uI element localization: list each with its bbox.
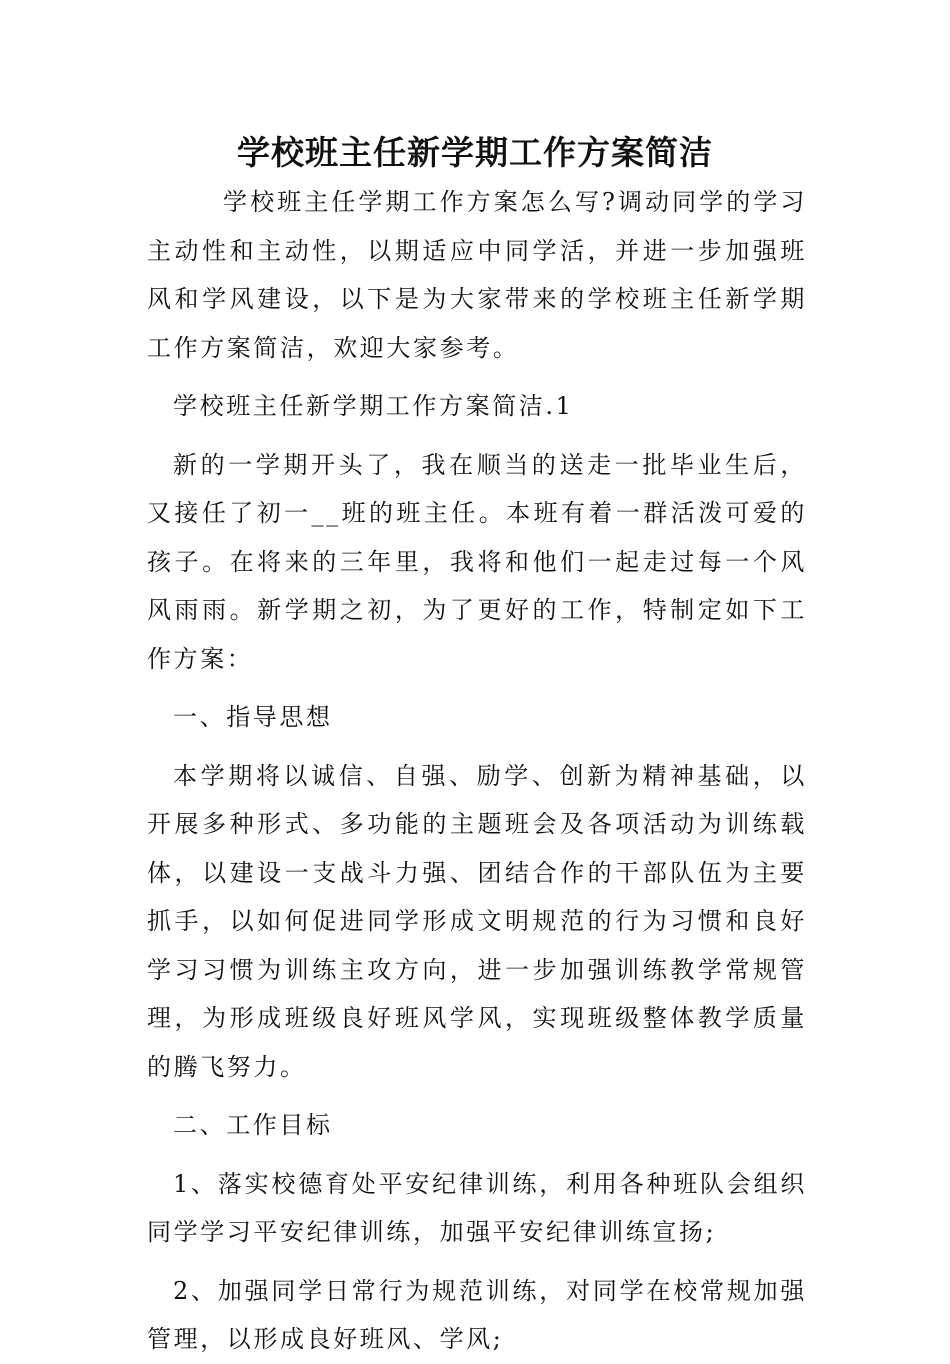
heading-work-goals: 二、工作目标 — [173, 1111, 333, 1139]
opening-paragraph: 新的一学期开头了，我在顺当的送走一批毕业生后，又接任了初一__班的班主任。本班有着一群活泼可爱的孩子。在将来的三年里，我将和他们一起走过每一个风风雨雨。新学期之初，为了更好的工作，特制定如下工作方案： — [147, 450, 807, 673]
goal-item-2: 2、加强同学日常行为规范训练，对同学在校常规加强管理，以形成良好班风、学风; — [147, 1276, 807, 1353]
heading-guiding-ideology: 一、指导思想 — [173, 703, 333, 731]
intro-paragraph: 学校班主任学期工作方案怎么写?调动同学的学习主动性和主动性，以期适应中同学活，并进一步加强班风和学风建设，以下是为大家带来的学校班主任新学期工作方案简洁，欢迎大家参考。 — [147, 188, 807, 362]
document-title: 学校班主任新学期工作方案简洁 — [237, 133, 713, 172]
document-body — [147, 178, 807, 1364]
goal-item-1: 1、落实校德育处平安纪律训练，利用各种班队会组织同学学习平安纪律训练，加强平安纪律训练宣扬; — [147, 1169, 807, 1246]
guiding-ideology-paragraph: 本学期将以诚信、自强、励学、创新为精神基础，以开展多种形式、多功能的主题班会及各项活动为训练载体，以建设一支战斗力强、团结合作的干部队伍为主要抓手，以如何促进同学形成文明规范的行为习惯和良好学习习惯为训练主攻方向，进一步加强训练教学常规管理，为形成班级良好班风学风，实现班级整体教学质量的腾飞努力。 — [147, 761, 807, 1081]
section-subtitle: 学校班主任新学期工作方案简洁.1 — [173, 392, 574, 420]
